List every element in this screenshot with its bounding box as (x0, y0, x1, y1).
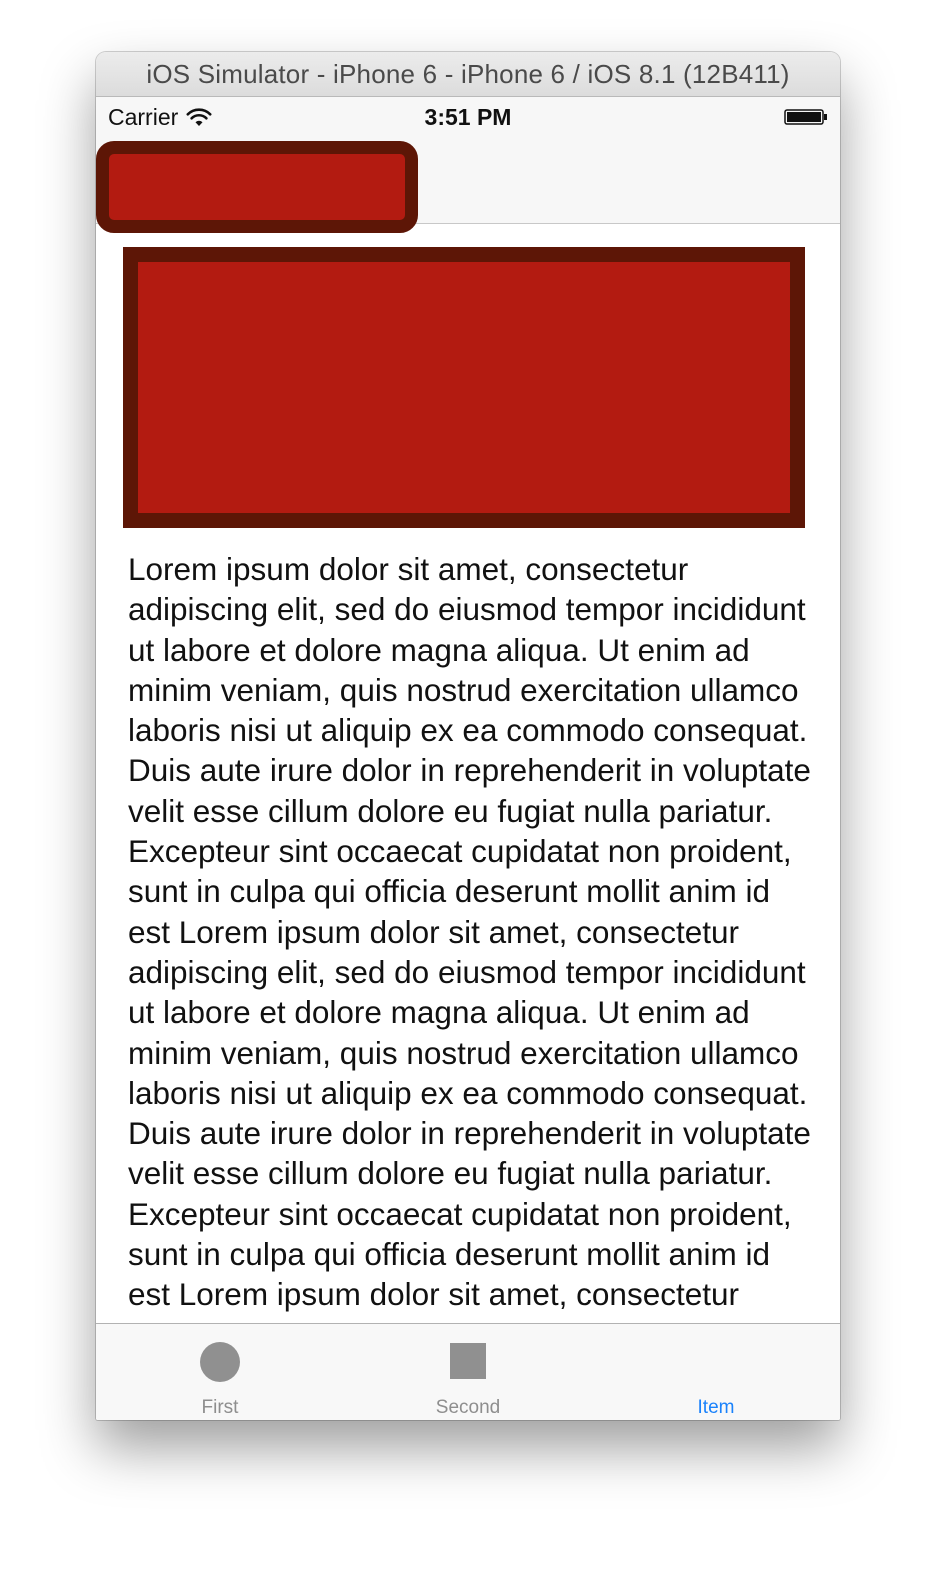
tab-second[interactable] (344, 1324, 592, 1420)
tab-label: First (201, 1397, 239, 1418)
tab-bar (96, 1323, 840, 1420)
tab-label: Second (435, 1397, 501, 1418)
device-screen (96, 97, 840, 1420)
tab-item[interactable] (592, 1324, 840, 1420)
window-title: iOS Simulator - iPhone 6 - iPhone 6 / iOS 8.1 (12B411) (146, 58, 790, 89)
body-text: Lorem ipsum dolor sit amet, consectetur adipiscing elit, sed do eiusmod tempor incididunt ut labore et dolore magna aliqua. Ut enim ad minim veniam, quis nostrud exercitation ullamco laboris nisi ut aliquip ex ea commodo consequat. Duis aute irure dolor in reprehenderit in voluptate velit esse cillum dolore eu fugiat nulla pariatur. Excepteur sint occaecat cupidatat non proident, sunt in culpa qui officia deserunt mollit anim id est Lorem ipsum dolor sit amet, consectetur adipiscing elit, sed do eiusmod tempor incididunt ut labore et dolore magna aliqua. Ut enim ad minim veniam, quis nostrud exercitation ullamco laboris nisi ut aliquip ex ea commodo consequat. Duis aute irure dolor in reprehenderit in voluptate velit esse cillum dolore eu fugiat nulla pariatur. Excepteur sint occaecat cupidatat non proident, sunt in culpa qui officia deserunt mollit anim id est Lorem ipsum dolor sit amet, consectetur (128, 551, 811, 1313)
circle-icon (200, 1342, 240, 1382)
status-bar (96, 97, 840, 139)
status-time: 3:51 PM (424, 104, 512, 130)
tab-first[interactable] (96, 1324, 344, 1420)
simulator-window (96, 52, 840, 1420)
tab-label: Item (697, 1397, 735, 1418)
nav-title-view (96, 141, 418, 233)
battery-icon (784, 109, 828, 125)
window-title-bar[interactable] (96, 52, 840, 97)
hero-view (123, 247, 805, 528)
carrier-label: Carrier (108, 104, 179, 130)
square-icon (450, 1343, 486, 1379)
navigation-bar (96, 139, 840, 224)
